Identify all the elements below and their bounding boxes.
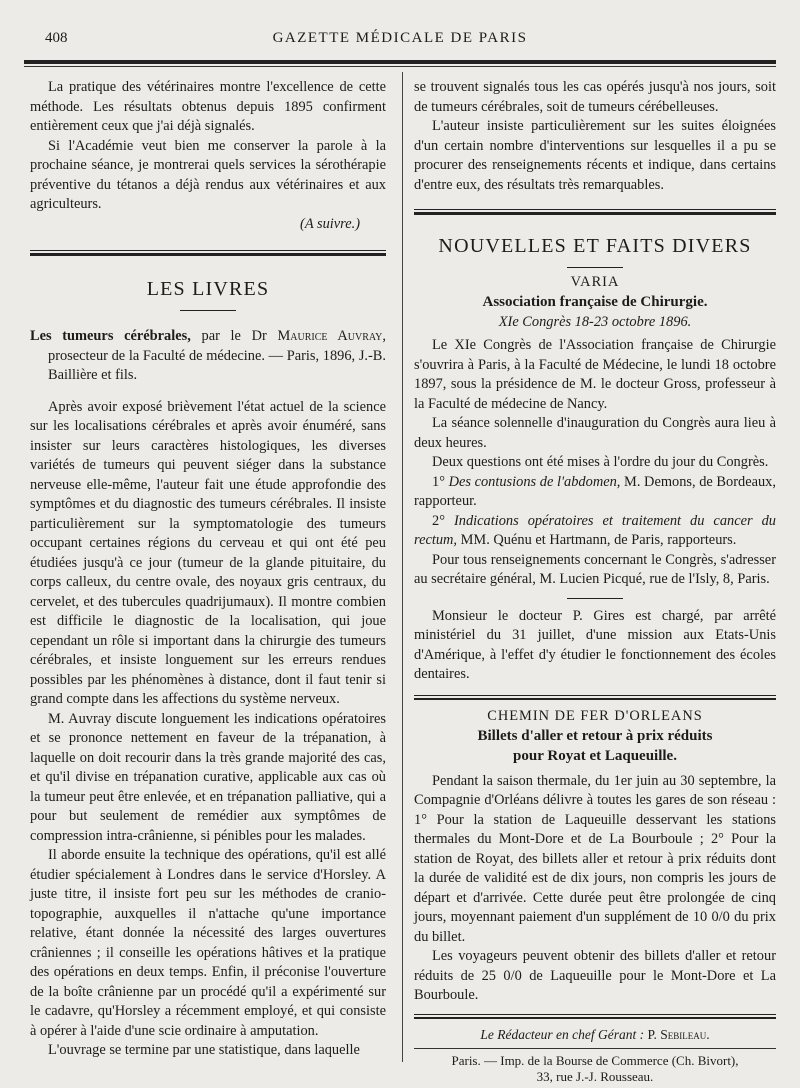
journal-title: GAZETTE MÉDICALE DE PARIS	[272, 30, 528, 46]
question-2-title: Indications opératoires et traitement du cancer du rectum,	[414, 512, 776, 548]
editor-name: P. Sebileau.	[647, 1026, 710, 1042]
footer-rule	[414, 1048, 776, 1049]
railway-title-line-2: pour Royat et Laqueuille.	[513, 747, 677, 764]
section-separator	[414, 695, 776, 700]
congress-dates: XIe Congrès 18-23 octobre 1896.	[498, 314, 692, 330]
continuation-paragraph: se trouvent signalés tous les cas opérés jusqu'à nos jours, soit de tumeurs cérébrales, soit de tumeurs cérébelleuses.	[414, 79, 776, 115]
association-title: Association française de Chirurgie.	[482, 294, 708, 310]
header-rule-thin	[24, 66, 776, 67]
printer-line-1: Paris. — Imp. de la Bourse de Commerce (Ch. Bivort),	[451, 1053, 739, 1068]
varia-label: VARIA	[570, 274, 620, 290]
question-2-number: 2°	[432, 512, 454, 529]
review-paragraph: Il aborde ensuite la technique des opérations, qu'il est allé étudier spécialement à Londres dans le service d'Horsley. A juste titre, il insiste fort peu sur les méthodes de cranio-topographie, auxquelles il n'attache qu'une importance relative, étant donnée la nécessité des larges ouvertures crâniennes ; il conseille les opérations hâtives et la pratique des opérations en deux temps. Enfin, il préconise l'ouverture de la boîte crânienne par un procédé qu'il a expérimenté sur le cadavre, qu'Horsley a récemment employé, et qui consiste à opérer à l'aide d'une scie ordinaire à amputation.	[30, 847, 386, 1039]
book-author: Maurice Auvray,	[277, 328, 386, 344]
question-1-number: 1°	[432, 473, 449, 490]
book-details: prosecteur de la Faculté de médecine. — Paris, 1896, J.-B. Baillière et fils.	[48, 347, 386, 383]
editor-line	[414, 1025, 776, 1045]
title-underline	[180, 310, 236, 311]
section-separator	[30, 250, 386, 256]
review-paragraph: M. Auvray discute longuement les indications opératoires et se prononce nettement en faveur de la trépanation, à laquelle on doit recourir dans la très grande majorité des cas, et qu'il divise en trépanation curative, applicable aux cas où la tumeur peut être enlevée, et en trépanation palliative, qui a pour but seulement de remédier aux symptômes de compression intra-crânienne, si pénibles pour les malades.	[30, 710, 386, 844]
continuation-paragraph: L'auteur insiste particulièrement sur les suites éloignées d'un certain nombre d'interventions sur lesquelles il a pu se procurer des renseignements récents et indique, dans certains d'entre eux, des résultats très remarquables.	[414, 118, 776, 193]
congress-paragraph: Le XIe Congrès de l'Association française de Chirurgie s'ouvrira à Paris, à la Faculté de Médecine, le lundi 18 octobre 1897, sous la présidence de M. le docteur Gross, professeur à la Faculté de médecine de Nancy.	[414, 337, 776, 412]
printer-line-2: 33, rue J.-J. Rousseau.	[536, 1069, 654, 1084]
footer-separator	[414, 1014, 776, 1019]
intro-paragraph: La pratique des vétérinaires montre l'excellence de cette méthode. Les résultats obtenus depuis 1895 confirment entièrement ceux que j'ai déjà signalés.	[30, 79, 386, 134]
page-number: 408	[45, 30, 68, 46]
section-title-nouvelles: NOUVELLES ET FAITS DIVERS	[438, 235, 752, 257]
railway-paragraph: Pendant la saison thermale, du 1er juin au 30 septembre, la Compagnie d'Orléans délivre à toutes les gares de son réseau : 1° Pour la station de Laqueuille desservant les stations thermales du Mont-Dore et de La Bourboule ; 2° Pour la station de Royat, des billets aller et retour à prix réduits dont la durée de validité est de dix jours, non compris les jours de départ et d'arrivée. Cette durée peut être prolongée de cinq jours, moyennant paiement d'un supplément de 10 0/0 du prix du billet.	[414, 772, 776, 945]
book-by: par le Dr	[190, 328, 278, 344]
question-1-rest: M. Demons, de Bordeaux, rapporteur.	[414, 473, 776, 509]
book-title: Les tumeurs cérébrales,	[30, 328, 191, 344]
gires-paragraph: Monsieur le docteur P. Gires est chargé, par arrêté ministériel du 31 juillet, d'une mission aux Etats-Unis d'Amérique, à l'effet d'y étudier le fonctionnement des écoles dentaires.	[414, 607, 776, 682]
question-1-title: Des contusions de l'abdomen,	[448, 473, 621, 490]
right-column	[414, 78, 776, 1085]
congress-contact: Pour tous renseignements concernant le Congrès, s'adresser au secrétaire général, M. Lucien Picqué, rue de l'Isly, 8, Paris.	[414, 551, 776, 587]
railway-title-line-1: Billets d'aller et retour à prix réduits	[477, 727, 713, 744]
question-2	[414, 512, 776, 551]
question-1	[414, 473, 776, 512]
railway-paragraph: Les voyageurs peuvent obtenir des billets d'aller et retour réduits de 25 0/0 de Laqueuille pour le Mont-Dore et La Bourboule.	[414, 948, 776, 1003]
intro-paragraph: Si l'Académie veut bien me conserver la parole à la prochaine séance, je montrerai quels services la sérothérapie préventive du tétanos a déjà rendus aux vétérinaires et aux agriculteurs.	[30, 137, 386, 212]
question-2-rest: MM. Quénu et Hartmann, de Paris, rapporteurs.	[457, 532, 737, 548]
review-paragraph: L'ouvrage se termine par une statistique, dans laquelle	[48, 1042, 360, 1058]
left-column	[30, 78, 386, 1061]
review-paragraph: Après avoir exposé brièvement l'état actuel de la science sur les localisations cérébrales et après avoir énuméré, sans insister sur leurs caractères histologiques, les diverses variétés de tumeurs qui peuvent siéger dans la substance nerveuse elle-même, l'auteur fait une étude approfondie des symptômes et du diagnostic des tumeurs cérébrales. Il insiste particulièrement sur la symptomatologie des tumeurs occupant certaines régions du cerveau et qui ont été peu étudiées jusqu'à ce jour (tumeur de la glande pituitaire, du corps calleux, du centre ovale, des noyaux gris centraux, du cervelet, et des tubercules quadrijumaux). Il montre combien est difficile le diagnostic de la localisation, qui joue cependant un rôle si important dans la chirurgie des tumeurs cérébrales, et insiste longuement sur les erreurs rendues possibles par les phénomènes à distance, dont il faut tenir si grand compte dans les affections du système nerveux.	[30, 398, 386, 707]
item-separator	[567, 598, 623, 599]
railway-heading: CHEMIN DE FER D'ORLEANS	[487, 707, 703, 724]
header-rule-thick	[24, 60, 776, 64]
congress-paragraph: Deux questions ont été mises à l'ordre du jour du Congrès.	[432, 454, 769, 470]
column-divider	[402, 72, 403, 1062]
congress-paragraph: La séance solennelle d'inauguration du Congrès aura lieu à deux heures.	[414, 415, 776, 451]
book-reference	[30, 327, 386, 386]
editor-label: Le Rédacteur en chef Gérant :	[480, 1026, 648, 1042]
section-title-livres: LES LIVRES	[146, 278, 270, 300]
to-be-continued: (A suivre.)	[300, 215, 360, 232]
title-underline	[567, 267, 623, 268]
section-separator	[414, 209, 776, 215]
